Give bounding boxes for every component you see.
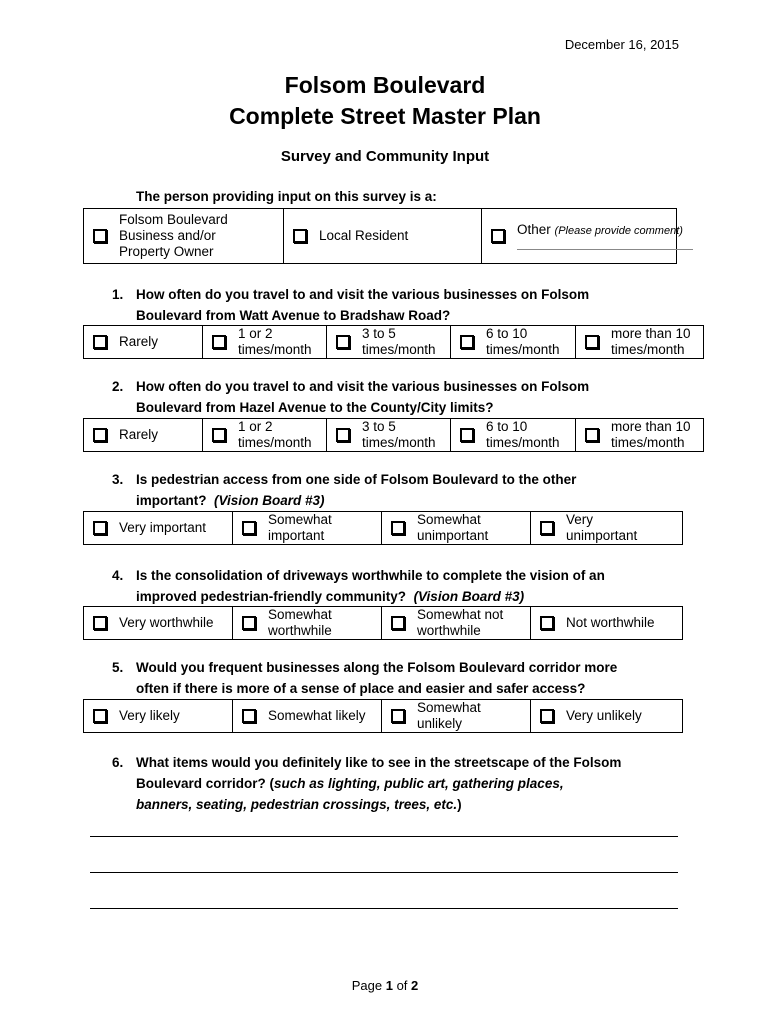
q2-option-more-10[interactable]: more than 10 times/month <box>576 419 704 452</box>
page-footer: Page 1 of 2 <box>351 978 419 993</box>
checkbox-icon[interactable] <box>242 521 256 535</box>
respondent-question: The person providing input on this survey is a: <box>136 189 437 204</box>
document-title <box>0 70 770 132</box>
answer-line-3[interactable] <box>90 908 678 909</box>
question-3-options <box>83 511 683 545</box>
q2-option-1-2[interactable]: 1 or 2 times/month <box>203 419 327 452</box>
checkbox-icon[interactable] <box>460 335 474 349</box>
question-2-options <box>83 418 704 452</box>
page-total: 2 <box>411 978 419 993</box>
q4-option-very-worthwhile[interactable]: Very worthwhile <box>84 607 233 640</box>
q5-option-very-likely[interactable]: Very likely <box>84 700 233 733</box>
question-5: 5. Would you frequent businesses along the Folsom Boulevard corridor more often if there is more of a sense of place and easier and safer access? <box>112 660 618 696</box>
checkbox-icon[interactable] <box>336 335 350 349</box>
other-label: Other <box>517 222 551 237</box>
document-date: December 16, 2015 <box>564 37 679 52</box>
q1-option-more-10[interactable]: more than 10 times/month <box>576 326 704 359</box>
respondent-option-business[interactable]: Folsom Boulevard Business and/or Property Owner <box>84 209 284 264</box>
page-current: 1 <box>385 978 393 993</box>
checkbox-icon[interactable] <box>540 521 554 535</box>
question-1: 1. How often do you travel to and visit the various businesses on Folsom Boulevard from Watt Avenue to Bradshaw Road? <box>112 287 590 323</box>
question-5-options <box>83 699 683 733</box>
question-6: 6. What items would you definitely like to see in the streetscape of the Folsom Boulevard corridor? (such as lighting, public art, gathering places, banners, seating, pedestrian crossings, trees, etc.) <box>112 755 622 812</box>
respondent-options <box>83 208 683 264</box>
checkbox-icon[interactable] <box>93 616 107 630</box>
checkbox-icon[interactable] <box>212 428 226 442</box>
checkbox-icon[interactable] <box>93 428 107 442</box>
checkbox-icon[interactable] <box>242 616 256 630</box>
question-1-options <box>83 325 704 359</box>
q5-option-somewhat-unlikely[interactable]: Somewhat unlikely <box>382 700 531 733</box>
q5-option-very-unlikely[interactable]: Very unlikely <box>531 700 683 733</box>
checkbox-icon[interactable] <box>491 229 505 243</box>
title-line-1: Folsom Boulevard <box>284 72 486 98</box>
q2-option-3-5[interactable]: 3 to 5 times/month <box>327 419 451 452</box>
q3-option-somewhat-important[interactable]: Somewhat important <box>233 512 382 545</box>
vision-board-ref: (Vision Board #3) <box>413 589 525 604</box>
q1-option-6-10[interactable]: 6 to 10 times/month <box>451 326 576 359</box>
q1-option-3-5[interactable]: 3 to 5 times/month <box>327 326 451 359</box>
checkbox-icon[interactable] <box>585 335 599 349</box>
checkbox-icon[interactable] <box>540 616 554 630</box>
q2-option-6-10[interactable]: 6 to 10 times/month <box>451 419 576 452</box>
q1-option-rarely[interactable]: Rarely <box>84 326 203 359</box>
checkbox-icon[interactable] <box>460 428 474 442</box>
checkbox-icon[interactable] <box>93 709 107 723</box>
checkbox-icon[interactable] <box>391 616 405 630</box>
q3-option-somewhat-unimportant[interactable]: Somewhat unimportant <box>382 512 531 545</box>
question-4: 4. Is the consolidation of driveways worthwhile to complete the vision of an improved pedestrian-friendly community? (Vision Board #3) <box>112 568 605 604</box>
checkbox-icon[interactable] <box>391 521 405 535</box>
checkbox-icon[interactable] <box>93 521 107 535</box>
checkbox-icon[interactable] <box>242 709 256 723</box>
checkbox-icon[interactable] <box>336 428 350 442</box>
other-note: (Please provide comment) <box>554 225 683 237</box>
other-comment-line[interactable] <box>517 249 693 250</box>
q2-option-rarely[interactable]: Rarely <box>84 419 203 452</box>
q3-option-very-important[interactable]: Very important <box>84 512 233 545</box>
checkbox-icon[interactable] <box>212 335 226 349</box>
q4-option-somewhat-not-worthwhile[interactable]: Somewhat not worthwhile <box>382 607 531 640</box>
checkbox-icon[interactable] <box>93 335 107 349</box>
checkbox-icon[interactable] <box>391 709 405 723</box>
question-4-options <box>83 606 683 640</box>
q4-option-not-worthwhile[interactable]: Not worthwhile <box>531 607 683 640</box>
q3-option-very-unimportant[interactable]: Very unimportant <box>531 512 683 545</box>
answer-line-2[interactable] <box>90 872 678 873</box>
checkbox-icon[interactable] <box>293 229 307 243</box>
vision-board-ref: (Vision Board #3) <box>214 493 325 508</box>
q5-option-somewhat-likely[interactable]: Somewhat likely <box>233 700 382 733</box>
checkbox-icon[interactable] <box>585 428 599 442</box>
title-line-2: Complete Street Master Plan <box>229 103 541 129</box>
respondent-option-resident[interactable]: Local Resident <box>284 209 482 264</box>
checkbox-icon[interactable] <box>540 709 554 723</box>
answer-line-1[interactable] <box>90 836 678 837</box>
checkbox-icon[interactable] <box>93 229 107 243</box>
q1-option-1-2[interactable]: 1 or 2 times/month <box>203 326 327 359</box>
question-3: 3. Is pedestrian access from one side of Folsom Boulevard to the other important? (Vision Board #3) <box>112 472 577 508</box>
respondent-option-other[interactable] <box>482 209 683 264</box>
q4-option-somewhat-worthwhile[interactable]: Somewhat worthwhile <box>233 607 382 640</box>
question-2: 2. How often do you travel to and visit the various businesses on Folsom Boulevard from Hazel Avenue to the County/City limits? <box>112 379 590 415</box>
document-subtitle: Survey and Community Input <box>280 148 490 165</box>
